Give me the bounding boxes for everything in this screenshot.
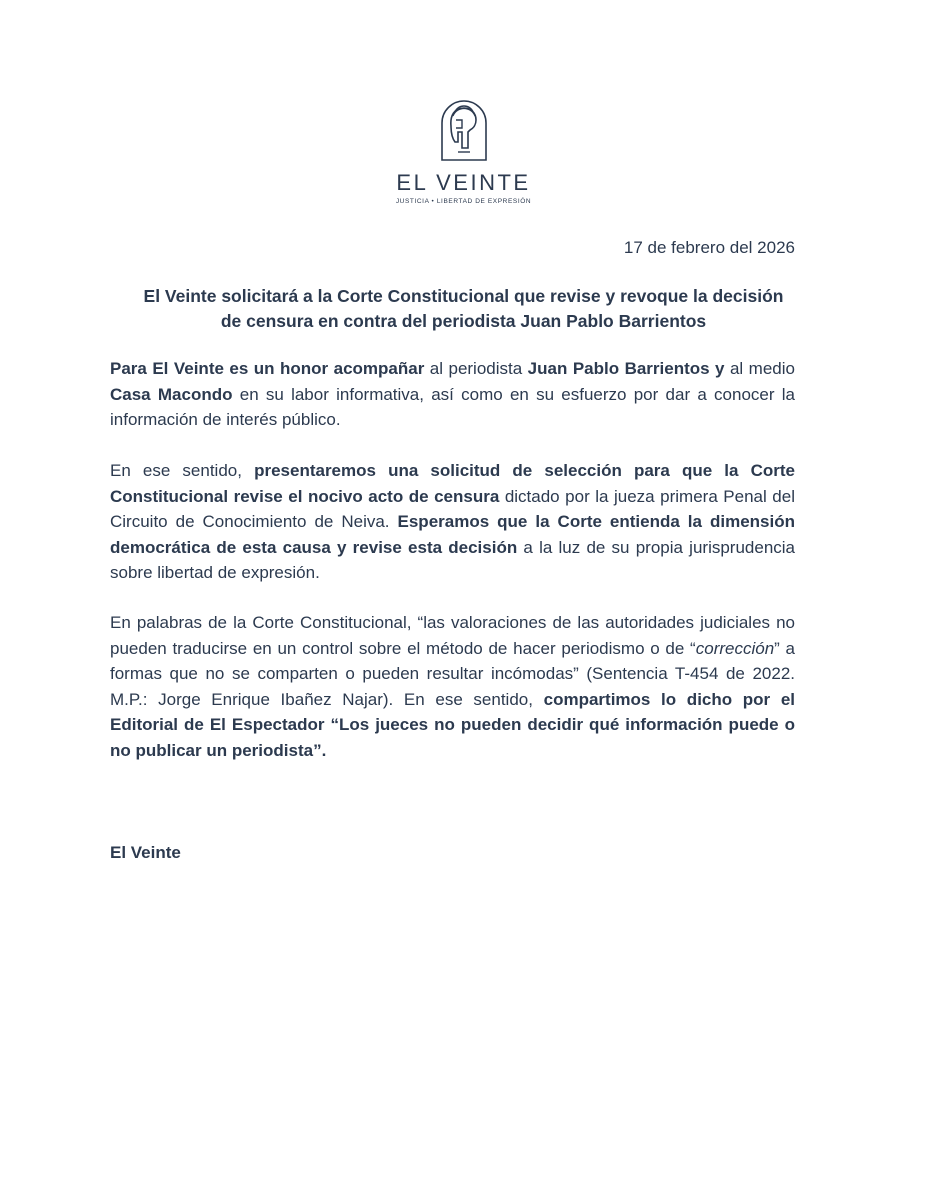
- paragraph-intro-bold-3: Casa Macondo: [110, 384, 233, 404]
- paragraph-request-text-2: dictado por la jueza primera Penal del Circuito de Conocimiento de Neiva.: [110, 486, 795, 531]
- paragraph-quote-text-1: En palabras de la Corte Constitucional, “las valoraciones de las autoridades judiciales no pueden traducirse en un control sobre el método de hacer periodismo o de “: [110, 613, 795, 658]
- signature: El Veinte: [110, 843, 181, 862]
- el-veinte-logo: [0, 98, 927, 205]
- paragraph-intro-text-2: al medio: [724, 359, 795, 378]
- paragraph-request: [110, 458, 795, 586]
- spartan-helmet-arch-icon: [438, 98, 490, 162]
- paragraph-intro: [110, 356, 795, 433]
- logo-wordmark: EL VEINTE: [396, 170, 531, 195]
- logo-tagline: JUSTICIA • LIBERTAD DE EXPRESIÓN: [395, 198, 532, 205]
- paragraph-request-bold-2: Esperamos que la Corte entienda la dimensión democrática de esta causa y revise esta decisión: [110, 512, 795, 557]
- paragraph-request-text-1: En ese sentido,: [110, 461, 255, 480]
- paragraph-intro-bold-2: Juan Pablo Barrientos y: [527, 359, 725, 378]
- paragraph-quote-italic: corrección: [695, 638, 775, 658]
- press-headline: El Veinte solicitará a la Corte Constitucional que revise y revoque la decisión de censura en contra del periodista Juan Pablo Barrientos: [143, 286, 784, 331]
- paragraph-quote: [110, 610, 795, 763]
- release-date: 17 de febrero del 2026: [623, 238, 795, 257]
- paragraph-intro-text-3: en su labor informativa, así como en su esfuerzo por dar a conocer la información de interés público.: [110, 384, 795, 429]
- paragraph-quote-bold: compartimos lo dicho por el Editorial de El Espectador “Los jueces no pueden decidir qué información puede o no publicar un periodista”.: [110, 689, 796, 760]
- paragraph-intro-bold-1: Para El Veinte es un honor acompañar: [110, 359, 425, 378]
- paragraph-request-bold-1: presentaremos una solicitud de selección para que la Corte Constitucional revise el nocivo acto de censura: [110, 461, 795, 506]
- paragraph-quote-text-2: ” a formas que no se comparten o pueden resultar incómodas” (Sentencia T-454 de 2022. M.P.: Jorge Enrique Ibañez Najar). En ese sentido,: [110, 638, 795, 709]
- paragraph-request-text-3: a la luz de su propia jurisprudencia sobre libertad de expresión.: [110, 537, 796, 582]
- paragraph-intro-text-1: al periodista: [424, 359, 528, 378]
